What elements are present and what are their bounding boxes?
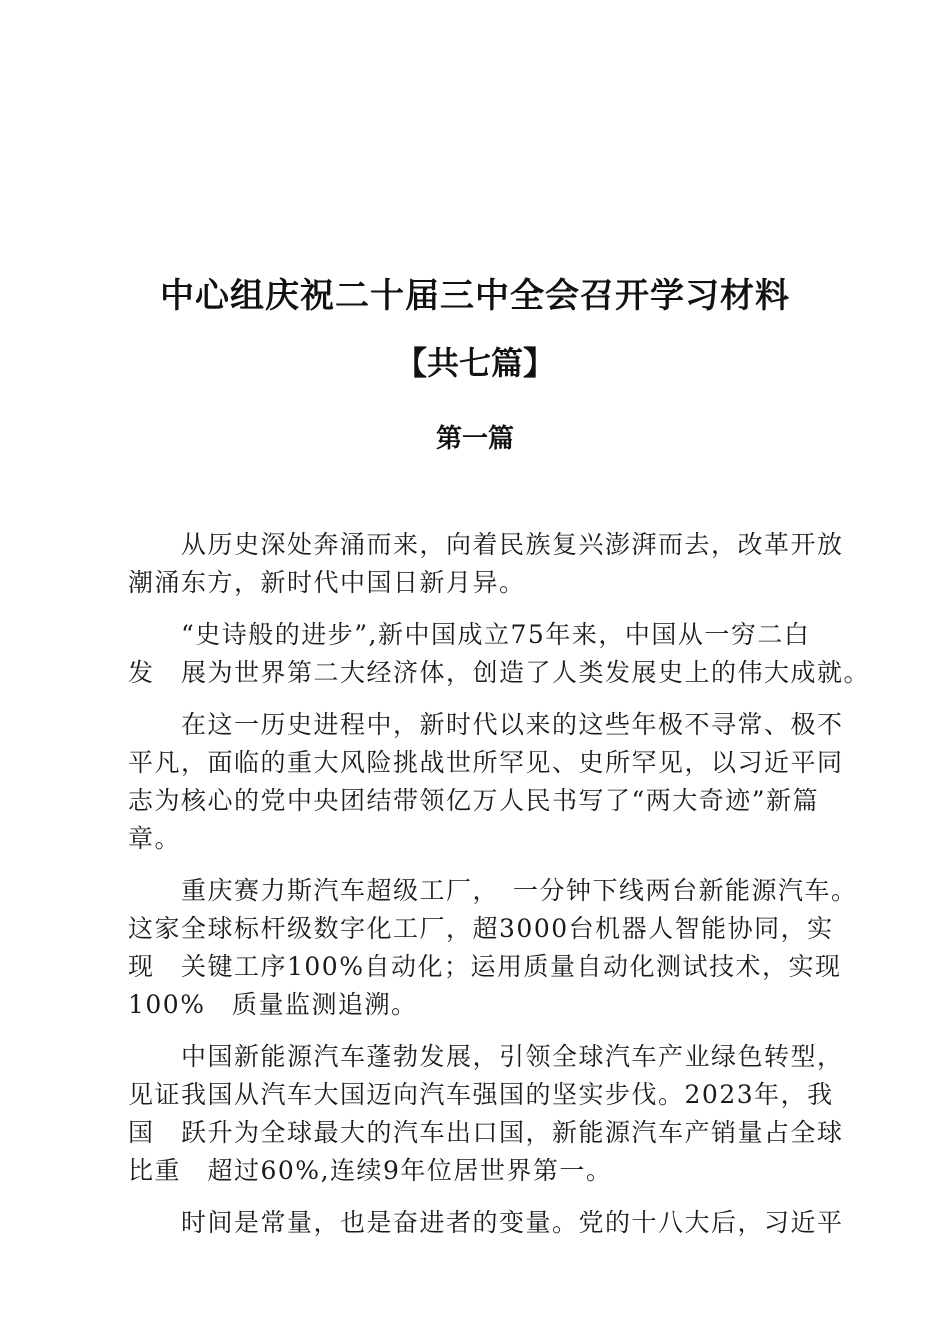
- body-paragraph: [128, 616, 871, 692]
- document-subtitle: 【共七篇】: [394, 344, 555, 382]
- paragraph-line: 中国新能源汽车蓬勃发展，引领全球汽车产业绿色转型，: [128, 1042, 844, 1071]
- document-body: [128, 526, 871, 1256]
- paragraph-line: 100% 质量监测追溯。: [128, 990, 418, 1019]
- paragraph-line: 时间是常量，也是奋进者的变量。党的十八大后，习近平: [128, 1208, 844, 1237]
- paragraph-line: 潮涌东方，新时代中国日新月异。: [128, 568, 526, 597]
- body-paragraph: [128, 526, 844, 602]
- paragraph-line: 发 展为世界第二大经济体，创造了人类发展史上的伟大成就。: [128, 658, 871, 687]
- paragraph-line: 见证我国从汽车大国迈向汽车强国的坚实步伐。2023年，我: [128, 1080, 834, 1109]
- body-paragraph: [128, 706, 844, 858]
- paragraph-line: 重庆赛力斯汽车超级工厂， 一分钟下线两台新能源汽车。: [128, 876, 858, 905]
- paragraph-line: 现 关键工序100%自动化；运用质量自动化测试技术，实现: [128, 952, 842, 981]
- body-paragraph: [128, 1204, 844, 1242]
- paragraph-line: 志为核心的党中央团结带领亿万人民书写了“两大奇迹”新篇: [128, 786, 820, 815]
- body-paragraph: [128, 872, 858, 1024]
- paragraph-line: 比重 超过60%,连续9年位居世界第一。: [128, 1156, 613, 1185]
- body-paragraph: [128, 1038, 844, 1190]
- paragraph-line: 国 跃升为全球最大的汽车出口国，新能源汽车产销量占全球: [128, 1118, 844, 1147]
- paragraph-line: 在这一历史进程中，新时代以来的这些年极不寻常、极不: [128, 710, 844, 739]
- paragraph-line: 这家全球标杆级数字化工厂，超3000台机器人智能协同，实: [128, 914, 834, 943]
- paragraph-line: 从历史深处奔涌而来，向着民族复兴澎湃而去，改革开放: [128, 530, 844, 559]
- document-title: 中心组庆祝二十届三中全会召开学习材料: [160, 276, 790, 316]
- paragraph-line: 平凡，面临的重大风险挑战世所罕见、史所罕见，以习近平同: [128, 748, 844, 777]
- paragraph-line: 章。: [128, 824, 182, 853]
- section-heading: 第一篇: [435, 424, 514, 454]
- paragraph-line: “史诗般的进步”,新中国成立75年来，中国从一穷二白: [128, 620, 811, 649]
